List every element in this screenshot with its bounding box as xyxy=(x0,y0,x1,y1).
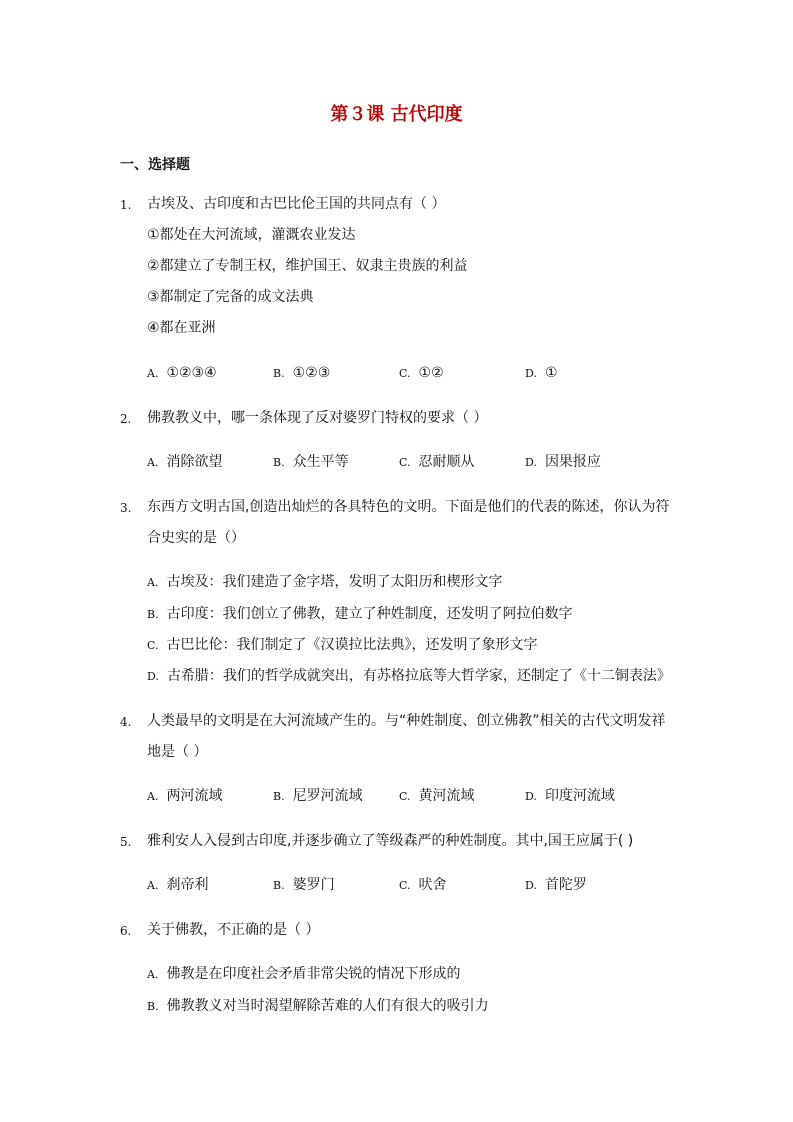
option-a[interactable] xyxy=(147,453,222,472)
option-letter: B. xyxy=(147,608,159,621)
option-text: ① xyxy=(544,365,558,381)
option-text: 印度河流域 xyxy=(544,788,615,804)
option-text: 黄河流域 xyxy=(418,788,475,804)
option-d[interactable] xyxy=(525,453,601,472)
option-text: 尼罗河流域 xyxy=(292,788,363,804)
option-letter: B. xyxy=(273,790,285,803)
option-b[interactable] xyxy=(147,605,573,624)
question-stem: 人类最早的文明是在大河流域产生的。与“种姓制度、创立佛教”相关的古代文明发祥 xyxy=(147,713,666,729)
option-text: 吠舍 xyxy=(418,877,447,893)
option-text: 古希腊：我们的哲学成就突出，有苏格拉底等大哲学家，还制定了《十二铜表法》 xyxy=(166,668,671,684)
option-letter: C. xyxy=(147,639,159,652)
option-b[interactable] xyxy=(273,364,330,383)
question-number: 3. xyxy=(120,501,132,515)
option-letter: D. xyxy=(525,367,537,380)
question-number: 4. xyxy=(120,715,132,729)
question-stem: 合史实的是（） xyxy=(147,530,245,546)
option-c[interactable] xyxy=(399,876,447,895)
option-d[interactable] xyxy=(147,667,671,686)
statement: ①都处在大河流域，灌溉农业发达 xyxy=(147,227,356,243)
option-letter: A. xyxy=(147,456,159,469)
option-c[interactable] xyxy=(399,453,475,472)
option-letter: A. xyxy=(147,367,159,380)
option-a[interactable] xyxy=(147,965,460,984)
option-text: ①② xyxy=(418,365,444,381)
statement: ④都在亚洲 xyxy=(147,320,216,336)
option-text: 婆罗门 xyxy=(292,877,335,893)
option-text: 古埃及：我们建造了金字塔，发明了太阳历和楔形文字 xyxy=(166,574,503,590)
option-letter: A. xyxy=(147,576,159,589)
question-number: 2. xyxy=(120,412,132,426)
option-text: 忍耐顺从 xyxy=(418,454,475,470)
option-letter: C. xyxy=(399,367,411,380)
option-b[interactable] xyxy=(147,997,489,1016)
option-b[interactable] xyxy=(273,453,349,472)
option-letter: C. xyxy=(399,790,411,803)
section-heading: 一、选择题 xyxy=(120,157,190,173)
question-stem: 关于佛教，不正确的是（ ） xyxy=(147,922,320,938)
question-stem: 佛教教义中，哪一条体现了反对婆罗门特权的要求（ ） xyxy=(147,410,488,426)
statement: ②都建立了专制王权，维护国王、奴隶主贵族的利益 xyxy=(147,258,468,274)
question-number: 6. xyxy=(120,924,132,938)
option-d[interactable] xyxy=(525,364,558,383)
option-letter: B. xyxy=(273,456,285,469)
option-letter: D. xyxy=(525,879,537,892)
option-text: 消除欲望 xyxy=(166,454,223,470)
option-text: ①②③④ xyxy=(166,365,217,381)
option-letter: C. xyxy=(399,456,411,469)
option-b[interactable] xyxy=(273,876,335,895)
option-letter: C. xyxy=(399,879,411,892)
page-title: 第３课 古代印度 xyxy=(330,104,463,125)
question-number: 5. xyxy=(120,835,132,849)
option-b[interactable] xyxy=(273,787,363,806)
question-stem: 古埃及、古印度和古巴比伦王国的共同点有（ ） xyxy=(147,196,446,212)
question-stem: 地是（ ） xyxy=(147,744,208,760)
option-a[interactable] xyxy=(147,787,222,806)
option-a[interactable] xyxy=(147,876,208,895)
option-text: 首陀罗 xyxy=(544,877,587,893)
option-letter: D. xyxy=(525,456,537,469)
statement: ③都制定了完备的成文法典 xyxy=(147,289,314,305)
option-c[interactable] xyxy=(147,636,538,655)
question-number: 1. xyxy=(120,198,132,212)
option-letter: B. xyxy=(273,879,285,892)
option-text: 刹帝利 xyxy=(166,877,209,893)
option-text: 佛教教义对当时渴望解除苦难的人们有很大的吸引力 xyxy=(166,998,489,1014)
option-text: 两河流域 xyxy=(166,788,223,804)
option-letter: D. xyxy=(525,790,537,803)
option-d[interactable] xyxy=(525,787,615,806)
option-text: ①②③ xyxy=(292,365,331,381)
option-letter: A. xyxy=(147,968,159,981)
option-text: 佛教是在印度社会矛盾非常尖锐的情况下形成的 xyxy=(166,966,461,982)
option-text: 古印度：我们创立了佛教，建立了种姓制度，还发明了阿拉伯数字 xyxy=(166,606,573,622)
option-letter: B. xyxy=(147,1000,159,1013)
option-text: 众生平等 xyxy=(292,454,349,470)
option-c[interactable] xyxy=(399,364,444,383)
question-stem: 雅利安人入侵到古印度,并逐步确立了等级森严的种姓制度。其中,国王应属于( ) xyxy=(147,833,634,849)
option-a[interactable] xyxy=(147,364,217,383)
option-text: 因果报应 xyxy=(544,454,601,470)
option-d[interactable] xyxy=(525,876,587,895)
option-text: 古巴比伦：我们制定了《汉谟拉比法典》，还发明了象形文字 xyxy=(166,637,538,653)
question-stem: 东西方文明古国,创造出灿烂的各具特色的文明。下面是他们的代表的陈述，你认为符 xyxy=(147,499,670,515)
option-letter: A. xyxy=(147,790,159,803)
option-letter: D. xyxy=(147,670,159,683)
option-a[interactable] xyxy=(147,573,502,592)
option-letter: A. xyxy=(147,879,159,892)
option-c[interactable] xyxy=(399,787,475,806)
option-letter: B. xyxy=(273,367,285,380)
